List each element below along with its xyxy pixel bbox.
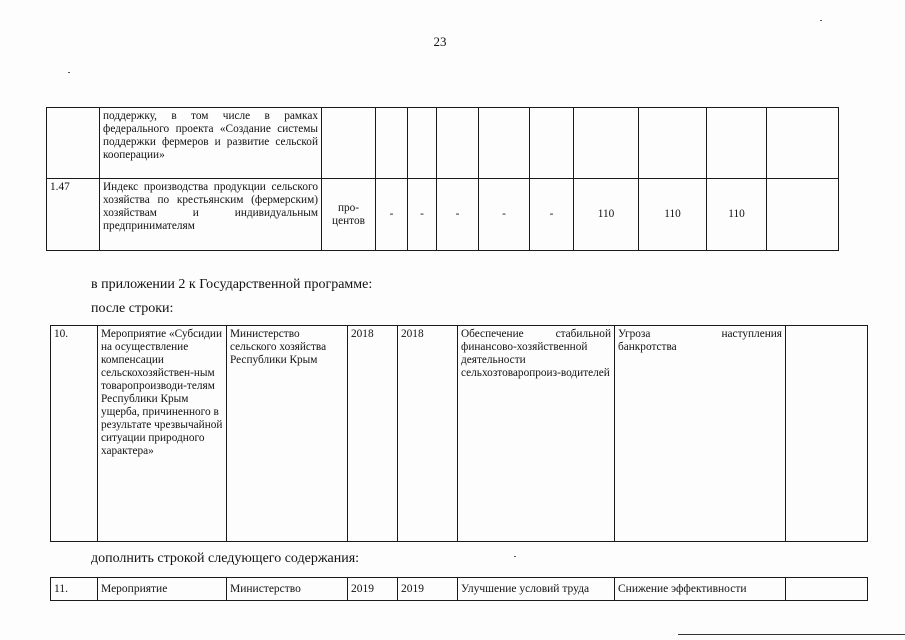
scan-speck: [820, 20, 822, 21]
value-cell: -: [376, 179, 408, 251]
page-number: 23: [433, 34, 447, 49]
value-cell: -: [437, 179, 479, 251]
risk-rest: банкротства: [618, 341, 677, 353]
indicator-description: Индекс производства продукции сельского хозяйства по крестьянским (фермерским) хозяйствам и индивидуальным предпринимателям: [100, 179, 322, 251]
value-cell: -: [479, 179, 530, 251]
table-row: [47, 108, 839, 179]
value-cell: [767, 179, 839, 251]
activities-table-new: [50, 577, 868, 601]
scan-speck: [68, 72, 70, 73]
year-start: 2018: [348, 326, 398, 542]
row-number: [47, 108, 100, 179]
year-end: 2019: [398, 578, 458, 601]
row-number: 11.: [51, 578, 98, 601]
value-cell: -: [530, 179, 574, 251]
risk-cell: Снижение эффективности: [615, 578, 786, 601]
activities-table-existing: [50, 325, 868, 542]
year-end: 2018: [398, 326, 458, 542]
value-cell: 110: [707, 179, 767, 251]
responsible-ministry: Министерство сельского хозяйства Республики Крым: [227, 326, 348, 542]
value-cell: 110: [639, 179, 707, 251]
table-row: [51, 578, 868, 601]
row-number: 10.: [51, 326, 98, 542]
risk-cell: [615, 326, 786, 542]
extra-cell: [786, 578, 868, 601]
paragraph-append-row: дополнить строкой следующего содержания:: [91, 551, 360, 566]
scan-edge-line: [678, 634, 905, 635]
indicator-description: поддержку, в том числе в рамках федерального проекта «Создание системы поддержки фермеров и развитие сельской кооперации»: [100, 108, 322, 179]
expected-result: Обеспечение стабильной финансово-хозяйственной деятельности сельхозтоваропроиз-водителей: [458, 326, 615, 542]
indicators-table: [46, 107, 839, 251]
unit-label: про-центов: [332, 201, 365, 227]
row-number: 1.47: [47, 179, 100, 251]
paragraph-after-row: после строки:: [91, 301, 174, 316]
value-cell: -: [408, 179, 437, 251]
event-name: Мероприятие «Субсидии на осуществление компенсации сельскохозяйствен-ным товаропроизводи-телям Республики Крым ущерба, причиненного в результате чрезвычайной ситуации природного характера»: [98, 326, 227, 542]
table-row: [47, 179, 839, 251]
paragraph-appendix: в приложении 2 к Государственной программе:: [91, 277, 373, 292]
value-cell: 110: [574, 179, 639, 251]
risk-word: Угроза: [618, 328, 651, 340]
responsible-ministry: Министерство: [227, 578, 348, 601]
table-row: [51, 326, 868, 542]
unit-cell: [322, 179, 376, 251]
expected-result: Улучшение условий труда: [458, 578, 615, 601]
event-name: Мероприятие: [98, 578, 227, 601]
risk-word: наступления: [721, 328, 782, 340]
year-start: 2019: [348, 578, 398, 601]
scan-speck: [514, 556, 516, 557]
extra-cell: [786, 326, 868, 542]
